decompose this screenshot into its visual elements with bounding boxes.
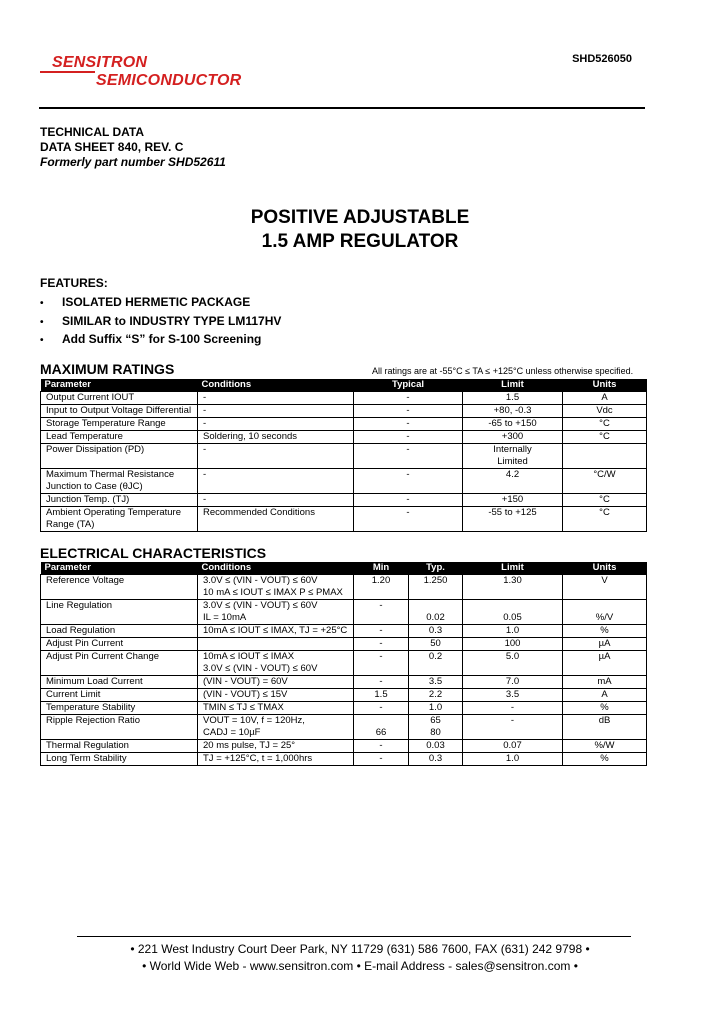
table-cell: +150 [463, 494, 563, 507]
footer-address: • 221 West Industry Court Deer Park, NY 11729 (631) 586 7600, FAX (631) 242 9798 • [130, 942, 590, 956]
feature-item: • Add Suffix “S” for S-100 Screening [40, 332, 262, 346]
table-cell: 3.0V ≤ (VIN - VOUT) ≤ 60V 10 mA ≤ IOUT ≤ IMAX P ≤ PMAX [198, 575, 354, 600]
table-cell: 7.0 [463, 676, 563, 689]
table-cell: Minimum Load Current [41, 676, 198, 689]
table-cell: 10mA ≤ IOUT ≤ IMAX 3.0V ≤ (VIN - VOUT) ≤ 60V [198, 651, 354, 676]
table-cell: 2.2 [409, 689, 463, 702]
table-cell: dB [563, 715, 647, 740]
column-header: Min [354, 562, 409, 575]
table-cell: Thermal Regulation [41, 740, 198, 753]
table-cell: - [463, 702, 563, 715]
table-cell: °C [563, 507, 647, 532]
table-cell: - [198, 392, 354, 405]
table-cell: 3.5 [409, 676, 463, 689]
table-cell: Lead Temperature [41, 431, 198, 444]
table-cell: - [354, 651, 409, 676]
technical-data-block [40, 125, 226, 170]
bullet-icon: • [40, 298, 44, 309]
table-row [41, 689, 647, 702]
max-ratings-table [40, 379, 647, 532]
table-row [41, 575, 647, 600]
table-cell: 0.3 [409, 625, 463, 638]
table-header-row [41, 379, 647, 392]
table-cell: 3.0V ≤ (VIN - VOUT) ≤ 60V IL = 10mA [198, 600, 354, 625]
table-cell: Input to Output Voltage Differential [41, 405, 198, 418]
table-cell: Maximum Thermal Resistance Junction to Case (θJC) [41, 469, 198, 494]
table-row [41, 494, 647, 507]
table-cell: TJ = +125°C, t = 1,000hrs [198, 753, 354, 766]
table-cell: 1.0 [409, 702, 463, 715]
column-header: Conditions [198, 379, 354, 392]
table-cell: Current Limit [41, 689, 198, 702]
table-row [41, 715, 647, 740]
column-header: Parameter [41, 562, 198, 575]
table-cell: - [198, 418, 354, 431]
column-header: Typical [354, 379, 463, 392]
logo-semiconductor: SEMICONDUCTOR [96, 72, 242, 89]
table-cell: 0.3 [409, 753, 463, 766]
table-cell: 1.0 [463, 753, 563, 766]
table-cell: Recommended Conditions [198, 507, 354, 532]
table-cell: Adjust Pin Current Change [41, 651, 198, 676]
table-cell: 5.0 [463, 651, 563, 676]
table-cell: °C [563, 418, 647, 431]
table-cell: - [354, 418, 463, 431]
table-cell: - [354, 753, 409, 766]
table-cell: 1.0 [463, 625, 563, 638]
table-cell [198, 638, 354, 651]
feature-item: • ISOLATED HERMETIC PACKAGE [40, 295, 251, 309]
table-cell: °C [563, 431, 647, 444]
table-cell: (VIN - VOUT) = 60V [198, 676, 354, 689]
table-cell: +300 [463, 431, 563, 444]
table-cell: 65 80 [409, 715, 463, 740]
column-header: Limit [463, 379, 563, 392]
table-cell: Temperature Stability [41, 702, 198, 715]
table-cell: 10mA ≤ IOUT ≤ IMAX, TJ = +25°C [198, 625, 354, 638]
table-cell: - [463, 715, 563, 740]
table-cell: °C [563, 494, 647, 507]
column-header: Typ. [409, 562, 463, 575]
table-cell: 0.07 [463, 740, 563, 753]
table-cell: - [354, 676, 409, 689]
table-cell: - [198, 405, 354, 418]
table-cell: 0.03 [409, 740, 463, 753]
table-cell: 4.2 [463, 469, 563, 494]
table-cell: - [198, 494, 354, 507]
doc-title-line2: 1.5 AMP REGULATOR [261, 231, 459, 252]
table-cell: - [354, 600, 409, 625]
table-cell: - [354, 405, 463, 418]
table-cell: - [354, 494, 463, 507]
table-cell: - [354, 702, 409, 715]
table-cell: °C/W [563, 469, 647, 494]
table-cell: - [354, 740, 409, 753]
table-cell: Ambient Operating Temperature Range (TA) [41, 507, 198, 532]
footer-web: • World Wide Web - www.sensitron.com • E-mail Address - sales@sensitron.com • [142, 959, 578, 973]
technical-data-line: TECHNICAL DATA [40, 125, 144, 139]
table-cell: µA [563, 638, 647, 651]
table-cell: Output Current IOUT [41, 392, 198, 405]
table-header-row [41, 562, 647, 575]
table-cell: %/V [563, 600, 647, 625]
table-cell: % [563, 625, 647, 638]
table-cell: 1.20 [354, 575, 409, 600]
table-cell: Ripple Rejection Ratio [41, 715, 198, 740]
table-cell: - [354, 431, 463, 444]
table-cell: % [563, 702, 647, 715]
table-cell: Line Regulation [41, 600, 198, 625]
column-header: Units [563, 562, 647, 575]
table-row [41, 507, 647, 532]
table-row [41, 600, 647, 625]
table-cell: Storage Temperature Range [41, 418, 198, 431]
footer-divider [77, 936, 631, 937]
table-cell: 100 [463, 638, 563, 651]
part-number: SHD526050 [572, 53, 632, 65]
column-header: Conditions [198, 562, 354, 575]
table-cell: % [563, 753, 647, 766]
column-header: Units [563, 379, 647, 392]
table-cell: Internally Limited [463, 444, 563, 469]
table-cell: V [563, 575, 647, 600]
table-row [41, 405, 647, 418]
max-ratings-heading: MAXIMUM RATINGS [40, 361, 175, 377]
table-cell: - [354, 507, 463, 532]
data-sheet-line: DATA SHEET 840, REV. C [40, 140, 184, 154]
table-cell: (VIN - VOUT) ≤ 15V [198, 689, 354, 702]
table-cell: 1.5 [354, 689, 409, 702]
table-row [41, 651, 647, 676]
feature-item: • SIMILAR to INDUSTRY TYPE LM117HV [40, 314, 282, 328]
table-cell: 3.5 [463, 689, 563, 702]
column-header: Parameter [41, 379, 198, 392]
table-cell: 1.5 [463, 392, 563, 405]
table-row [41, 431, 647, 444]
table-cell: Adjust Pin Current [41, 638, 198, 651]
table-cell: - [354, 392, 463, 405]
bullet-icon: • [40, 317, 44, 328]
features-heading: FEATURES: [40, 276, 108, 290]
table-cell: %/W [563, 740, 647, 753]
table-cell: 0.02 [409, 600, 463, 625]
table-row [41, 638, 647, 651]
table-cell: µA [563, 651, 647, 676]
table-cell: 20 ms pulse, TJ = 25° [198, 740, 354, 753]
table-cell: 1.30 [463, 575, 563, 600]
table-row [41, 444, 647, 469]
table-cell: 1.250 [409, 575, 463, 600]
table-row [41, 469, 647, 494]
column-header: Limit [463, 562, 563, 575]
table-row [41, 625, 647, 638]
table-cell: - [354, 469, 463, 494]
table-cell: 0.05 [463, 600, 563, 625]
former-part-line: Formerly part number SHD52611 [40, 155, 226, 169]
table-cell [563, 444, 647, 469]
table-cell: Junction Temp. (TJ) [41, 494, 198, 507]
table-cell: VOUT = 10V, f = 120Hz, CADJ = 10µF [198, 715, 354, 740]
bullet-icon: • [40, 335, 44, 346]
table-cell: +80, -0.3 [463, 405, 563, 418]
table-row [41, 676, 647, 689]
table-cell: Long Term Stability [41, 753, 198, 766]
table-row [41, 702, 647, 715]
table-cell: 66 [354, 715, 409, 740]
table-cell: -65 to +150 [463, 418, 563, 431]
table-cell: 50 [409, 638, 463, 651]
logo-sensitron: SENSITRON [52, 54, 148, 71]
table-cell: - [198, 444, 354, 469]
table-cell: - [354, 638, 409, 651]
table-cell: Vdc [563, 405, 647, 418]
table-row [41, 753, 647, 766]
table-cell: A [563, 689, 647, 702]
table-row [41, 418, 647, 431]
table-cell: -55 to +125 [463, 507, 563, 532]
doc-title-line1: POSITIVE ADJUSTABLE [250, 207, 470, 228]
table-cell: 0.2 [409, 651, 463, 676]
table-cell: - [354, 625, 409, 638]
table-row [41, 740, 647, 753]
table-cell: mA [563, 676, 647, 689]
table-cell: Reference Voltage [41, 575, 198, 600]
ratings-note: All ratings are at -55°C ≤ TA ≤ +125°C unless otherwise specified. [372, 366, 634, 376]
table-cell: A [563, 392, 647, 405]
electrical-table [40, 562, 647, 766]
header-divider [39, 107, 645, 109]
table-cell: Power Dissipation (PD) [41, 444, 198, 469]
table-cell: - [354, 444, 463, 469]
electrical-heading: ELECTRICAL CHARACTERISTICS [40, 545, 267, 561]
table-cell: TMIN ≤ TJ ≤ TMAX [198, 702, 354, 715]
table-cell: Load Regulation [41, 625, 198, 638]
table-cell: Soldering, 10 seconds [198, 431, 354, 444]
table-row [41, 392, 647, 405]
table-cell: - [198, 469, 354, 494]
